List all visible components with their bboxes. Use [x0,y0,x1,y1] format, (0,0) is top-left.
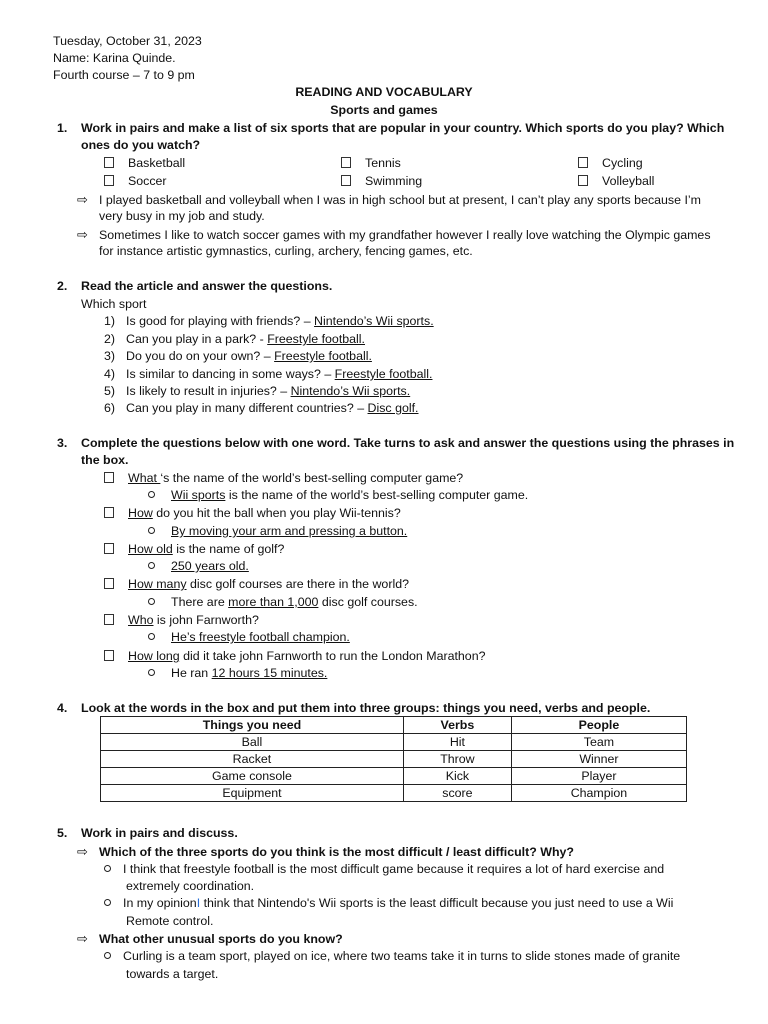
checkbox-icon [578,157,588,168]
title-sub: Sports and games [330,103,438,117]
bullet-circle-icon [104,865,111,872]
q5-answer2-line1: In my opinionI think that Nintendo's Wii sports is the least difficult because you just need to use a Wii [104,895,673,912]
q5-subquestion1: ⇨ Which of the three sports do you think is the most difficult / least difficult? Why? [77,844,574,859]
checkbox-icon [104,175,114,186]
q3-question: How many disc golf courses are there in the world? [104,576,409,593]
q3-question: How long did it take john Farnworth to run the London Marathon? [104,648,485,665]
table-cell: Champion [511,785,686,802]
q5-answer3-line1: Curling is a team sport, played on ice, where two teams take it in turns to slide stones made of granite [104,948,680,965]
checkbox-icon [104,578,114,589]
q3-answer: 250 years old. [148,558,249,575]
word-groups-table [100,716,687,802]
q1-answer2-line1: ⇨ Sometimes I like to watch soccer games with my grandfather however I really love watching the Olympic games [77,227,711,242]
bullet-circle-icon [148,633,155,640]
table-cell: Team [511,734,686,751]
table-cell: Throw [403,751,511,768]
table-cell: Kick [403,768,511,785]
q3-question: What ‘s the name of the world’s best-selling computer game? [104,470,463,487]
q2-item: 1) Is good for playing with friends? – Nintendo’s Wii sports. [104,314,434,328]
header-course: Fourth course – 7 to 9 pm [53,68,195,82]
table-header: People [511,717,686,734]
q2-text: Read the article and answer the questions. [81,279,333,293]
table-cell: score [403,785,511,802]
arrow-right-icon: ⇨ [77,227,88,242]
q3-answer: He’s freestyle football champion. [148,629,350,646]
table-header-row [101,717,687,734]
q3-question: Who is john Farnworth? [104,612,259,629]
q4-text: Look at the words in the box and put them into three groups: things you need, verbs and people. [81,701,651,715]
bullet-circle-icon [148,598,155,605]
q1-number: 1. [57,121,68,135]
q2-item: 2) Can you play in a park? - Freestyle football. [104,332,365,346]
text-cursor-mark: I [196,896,201,910]
bullet-circle-icon [148,669,155,676]
checkbox-icon [104,472,114,483]
sport-item: Volleyball [578,173,654,190]
table-cell: Racket [101,751,404,768]
table-cell: Winner [511,751,686,768]
q3-text-line1: Complete the questions below with one word. Take turns to ask and answer the questions using the phrases in [81,436,735,450]
bullet-circle-icon [148,491,155,498]
q1-answer2-line2: for instance artistic gymnastics, curling, archery, fencing games, etc. [99,244,473,258]
bullet-circle-icon [148,562,155,569]
table-row [101,734,687,751]
arrow-right-icon: ⇨ [77,844,88,859]
q2-item: 3) Do you do on your own? – Freestyle football. [104,349,372,363]
header-name: Name: Karina Quinde. [53,51,176,65]
q3-answer: There are more than 1,000 disc golf courses. [148,594,418,611]
q5-answer2-line2: Remote control. [126,914,214,928]
arrow-right-icon: ⇨ [77,192,88,207]
q5-subquestion2: ⇨ What other unusual sports do you know? [77,931,343,946]
table-header: Things you need [101,717,404,734]
q3-answer: Wii sports is the name of the world’s best-selling computer game. [148,487,528,504]
q1-answer1-line2: very busy in my job and study. [99,209,265,223]
table-row [101,768,687,785]
checkbox-icon [104,157,114,168]
bullet-circle-icon [104,952,111,959]
table-cell: Ball [101,734,404,751]
sport-item: Cycling [578,155,643,172]
q5-answer1-line2: extremely coordination. [126,879,255,893]
table-cell: Equipment [101,785,404,802]
table-row [101,785,687,802]
table-cell: Player [511,768,686,785]
q2-lead: Which sport [81,297,147,311]
checkbox-icon [104,543,114,554]
checkbox-icon [104,650,114,661]
q5-answer1-line1: I think that freestyle football is the most difficult game because it requires a lot of hard exercise and [104,861,664,878]
sport-item: Tennis [341,155,401,172]
q3-question: How do you hit the ball when you play Wii-tennis? [104,505,401,522]
q4-number: 4. [57,701,68,715]
arrow-right-icon: ⇨ [77,931,88,946]
sport-item: Basketball [104,155,185,172]
q3-answer: He ran 12 hours 15 minutes. [148,665,327,682]
sport-item: Soccer [104,173,167,190]
table-row [101,751,687,768]
q5-text: Work in pairs and discuss. [81,826,238,840]
q3-question: How old is the name of golf? [104,541,284,558]
header-date: Tuesday, October 31, 2023 [53,34,202,48]
q5-answer3-line2: towards a target. [126,967,219,981]
checkbox-icon [341,175,351,186]
checkbox-icon [104,507,114,518]
table-cell: Hit [403,734,511,751]
q2-item: 4) Is similar to dancing in some ways? – Freestyle football. [104,367,433,381]
table-header: Verbs [403,717,511,734]
q1-text-line1: Work in pairs and make a list of six sports that are popular in your country. Which sports do you play? Which [81,121,725,135]
checkbox-icon [341,157,351,168]
sport-item: Swimming [341,173,422,190]
q1-text-line2: ones do you watch? [81,138,201,152]
title-main: READING AND VOCABULARY [295,85,473,99]
q3-answer: By moving your arm and pressing a button. [148,523,407,540]
q3-text-line2: the box. [81,453,129,467]
q2-item: 6) Can you play in many different countries? – Disc golf. [104,401,419,415]
q5-number: 5. [57,826,68,840]
table-cell: Game console [101,768,404,785]
bullet-circle-icon [148,527,155,534]
q2-number: 2. [57,279,68,293]
checkbox-icon [578,175,588,186]
q2-item: 5) Is likely to result in injuries? – Nintendo’s Wii sports. [104,384,411,398]
checkbox-icon [104,614,114,625]
bullet-circle-icon [104,899,111,906]
q3-number: 3. [57,436,68,450]
q1-answer1-line1: ⇨ I played basketball and volleyball when I was in high school but at present, I can’t play any sports because I’m [77,192,701,207]
